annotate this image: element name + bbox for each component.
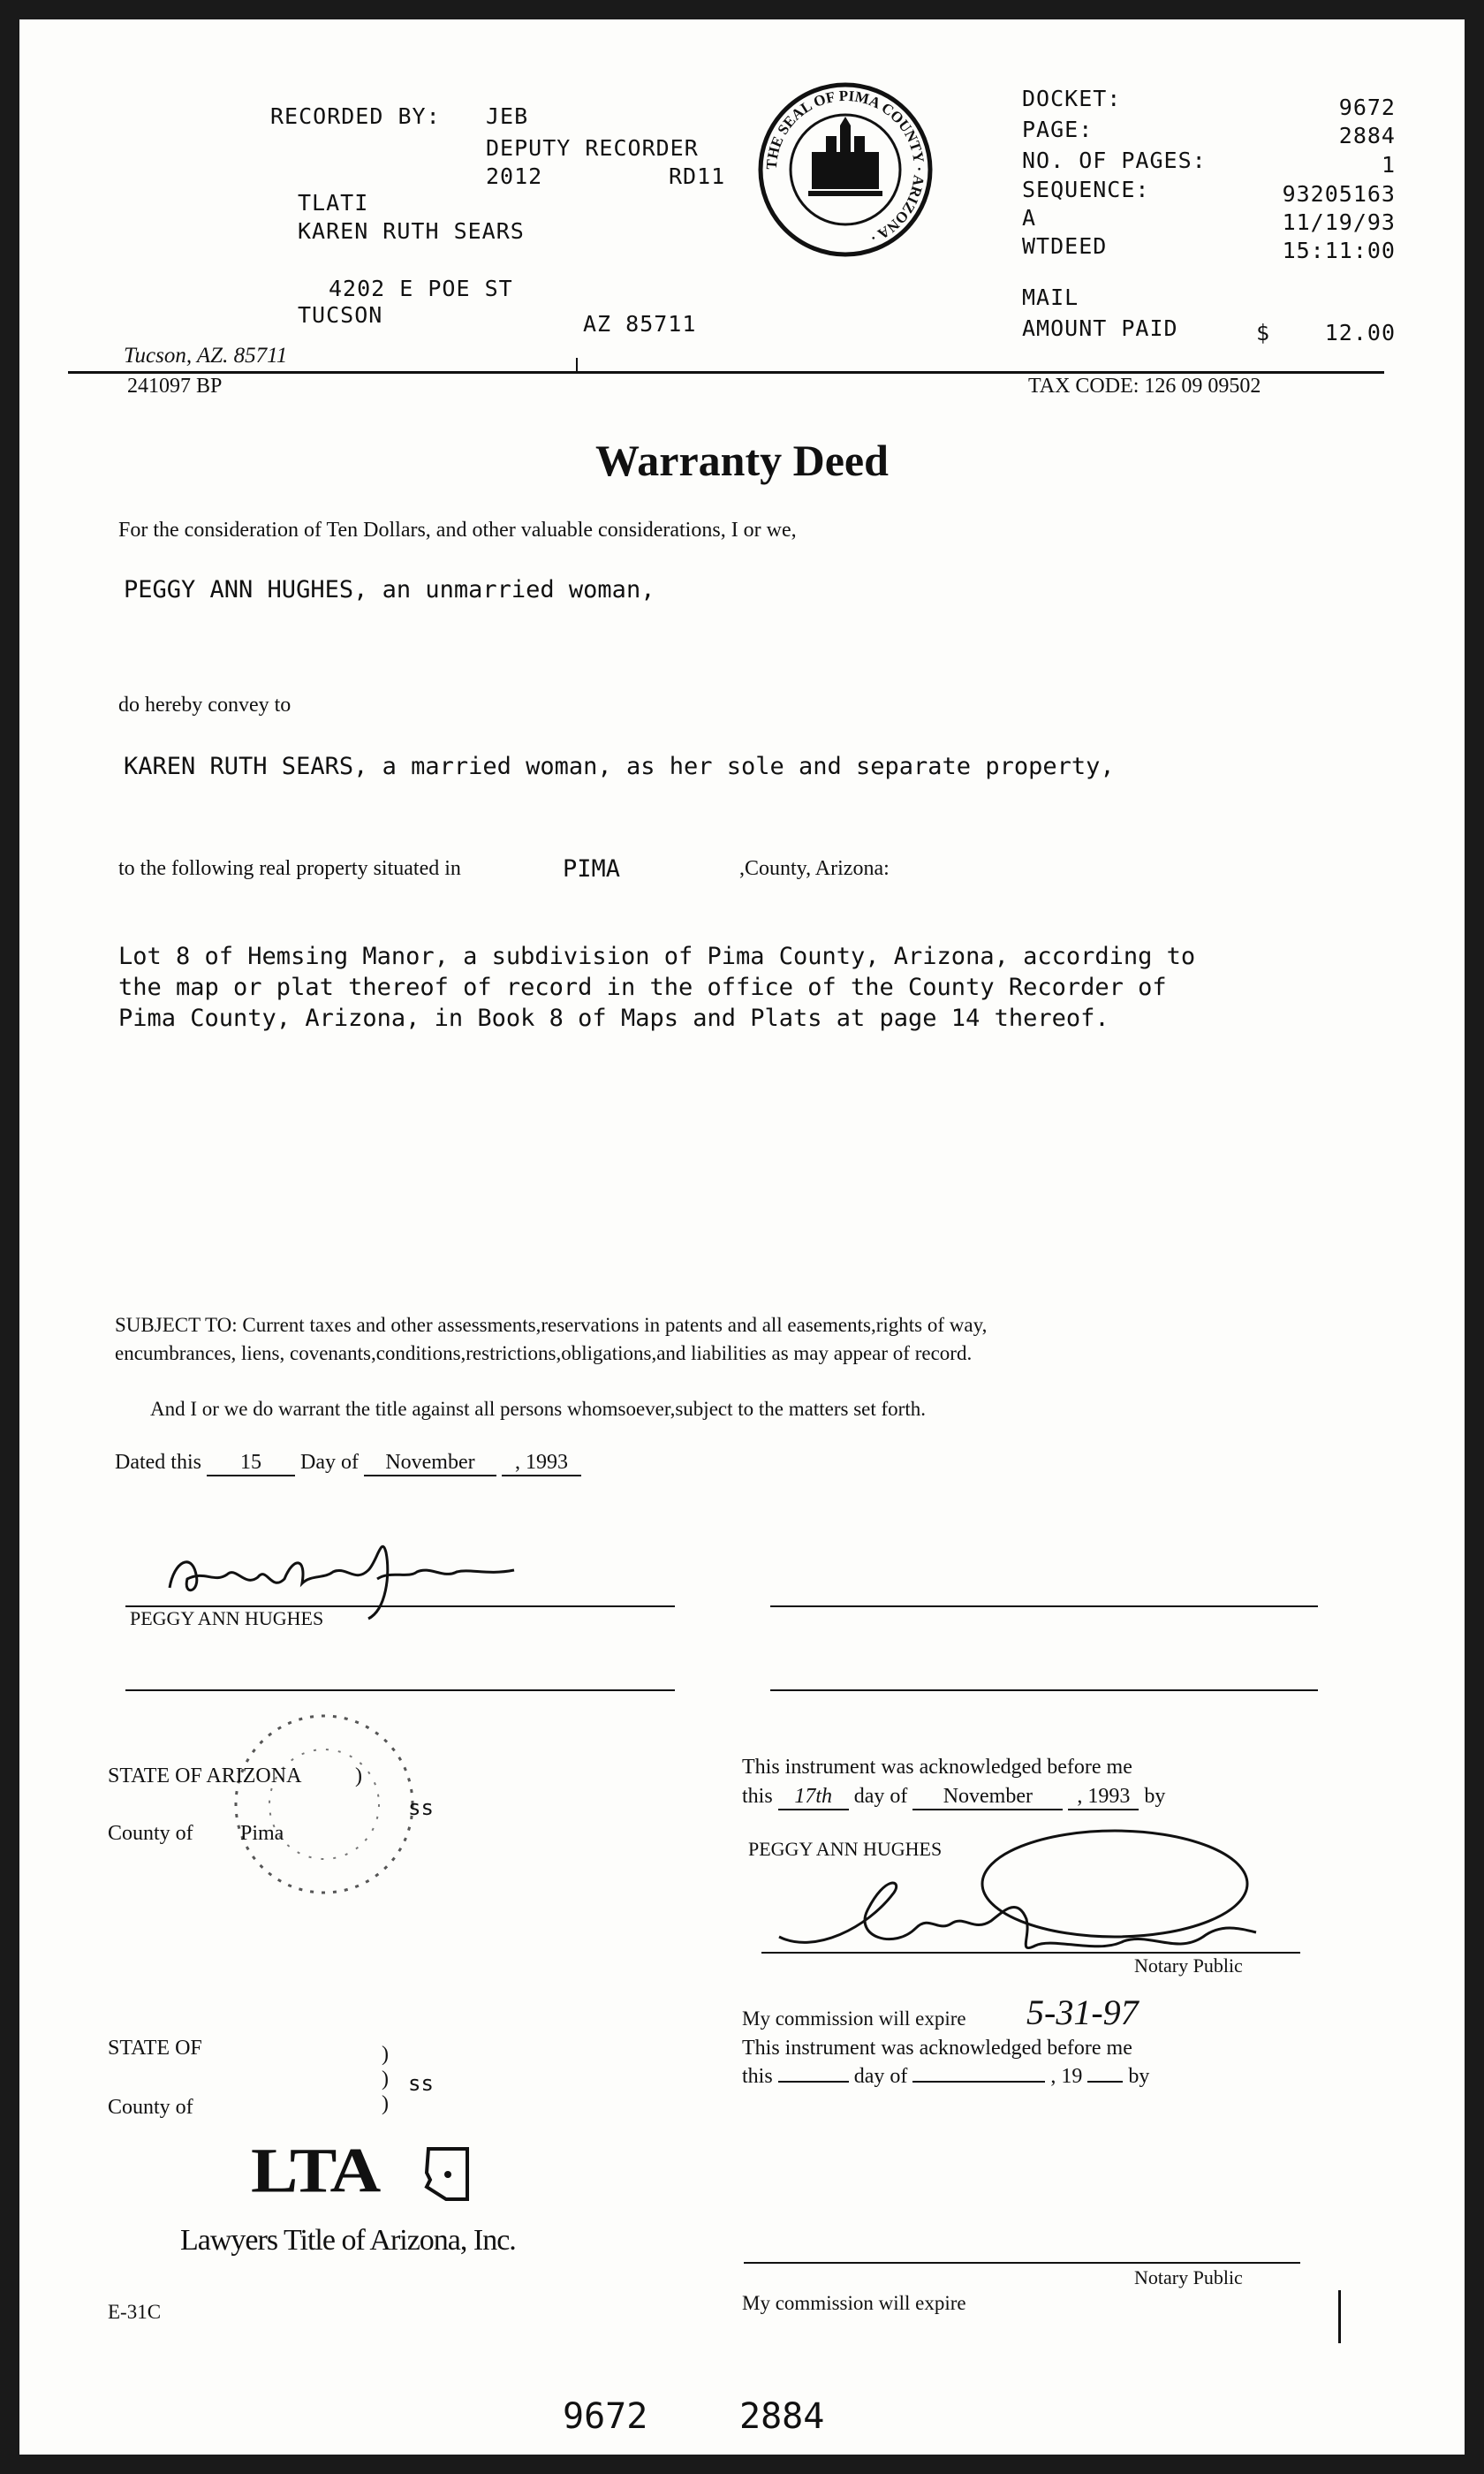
docket-label: DOCKET: xyxy=(1022,86,1122,111)
form-code: E-31C xyxy=(108,2301,162,2323)
company-logo-mark: LTA xyxy=(251,2136,380,2206)
grantor-printed-name: PEGGY ANN HUGHES xyxy=(130,1607,324,1629)
notary-signature-line xyxy=(761,1952,1300,1954)
handwritten-city: Tucson, AZ. 85711 xyxy=(124,344,288,368)
deed-type: WTDEED xyxy=(1022,233,1108,259)
deputy-recorder-label: DEPUTY RECORDER xyxy=(486,135,699,161)
notary-stamp xyxy=(209,1698,439,1910)
third-signature-line xyxy=(125,1689,675,1691)
recording-code: TLATI xyxy=(298,190,369,216)
grantee-description: KAREN RUTH SEARS, a married woman, as her sole and separate property, xyxy=(124,753,1115,780)
return-city: TUCSON xyxy=(298,302,383,328)
legal-line-3: Pima County, Arizona, in Book 8 of Maps and Plats at page 14 thereof. xyxy=(118,1005,1109,1032)
ack1-month: November xyxy=(912,1785,1063,1810)
legal-line-1: Lot 8 of Hemsing Manor, a subdivision of Pima County, Arizona, according to xyxy=(118,943,1196,970)
warrant-text: And I or we do warrant the title against all persons whomsoever,subject to the matters set forth. xyxy=(150,1398,926,1420)
recorded-by-label: RECORDED BY: xyxy=(270,103,441,129)
dated-year: , 1993 xyxy=(502,1451,581,1476)
ack2-paren-2: ) xyxy=(382,2068,389,2091)
order-number: 241097 BP xyxy=(127,375,223,398)
record-time: 15:11:00 xyxy=(1282,238,1396,263)
ack1-by: by xyxy=(1144,1785,1166,1808)
dated-month: November xyxy=(364,1451,496,1476)
footer-page: 2884 xyxy=(739,2396,825,2437)
ack1-paren-1: ) xyxy=(355,1764,362,1787)
tax-code: TAX CODE: 126 09 09502 xyxy=(1028,375,1261,398)
ack1-line-1: This instrument was acknowledged before me xyxy=(742,1756,1132,1779)
ack2-date-row xyxy=(742,2065,1149,2089)
return-to-name: KAREN RUTH SEARS xyxy=(298,218,525,244)
ack1-county: Pima xyxy=(240,1822,284,1845)
property-suffix: ,County, Arizona: xyxy=(739,857,890,880)
ack1-year: , 1993 xyxy=(1068,1785,1139,1810)
dated-row xyxy=(115,1451,581,1476)
ack2-state: STATE OF xyxy=(108,2037,202,2060)
record-date: 11/19/93 xyxy=(1282,209,1396,235)
sequence-number: 93205163 xyxy=(1282,181,1396,207)
ack2-year: , 19 xyxy=(1050,2065,1083,2088)
deputy-number: 2012 xyxy=(486,163,543,189)
legal-line-2: the map or plat thereof of record in the office of the County Recorder of xyxy=(118,974,1167,1001)
seal-text: THE SEAL OF PIMA COUNTY · ARIZONA · xyxy=(762,87,928,247)
fourth-signature-line xyxy=(770,1689,1318,1691)
arizona-map-icon xyxy=(421,2144,474,2206)
dated-day: 15 xyxy=(207,1451,295,1476)
dated-day-of: Day of xyxy=(299,1451,359,1474)
warranty-deed-page xyxy=(19,19,1465,2455)
grantor: PEGGY ANN HUGHES, an unmarried woman, xyxy=(124,576,655,603)
property-prefix: to the following real property situated in xyxy=(118,857,461,880)
ack1-county-label: County of xyxy=(108,1822,193,1845)
ack1-ss: ss xyxy=(408,1795,434,1820)
margin-mark xyxy=(1338,2290,1341,2343)
consideration-text: For the consideration of Ten Dollars, and other valuable considerations, I or we, xyxy=(118,519,797,542)
ack1-date-row xyxy=(742,1785,1165,1810)
ack2-notary-label: Notary Public xyxy=(1134,2266,1243,2288)
ack2-notary-line xyxy=(744,2262,1300,2264)
return-state-zip: AZ 85711 xyxy=(583,311,697,337)
footer-docket: 9672 xyxy=(563,2396,648,2437)
ack2-line-1: This instrument was acknowledged before me xyxy=(742,2037,1132,2060)
ack1-day: 17th xyxy=(778,1785,849,1810)
ack1-commission-label: My commission will expire xyxy=(742,2007,966,2030)
a-label: A xyxy=(1022,205,1037,231)
dollar-sign: $ xyxy=(1256,320,1271,345)
ack2-this: this xyxy=(742,2065,773,2088)
ack1-this: this xyxy=(742,1785,773,1808)
ack2-day-blank xyxy=(778,2081,849,2083)
ack2-commission-label: My commission will expire xyxy=(742,2292,966,2314)
document-title: Warranty Deed xyxy=(595,436,889,485)
ack2-day-of: day of xyxy=(853,2065,908,2088)
sequence-label: SEQUENCE: xyxy=(1022,177,1150,202)
ack1-expiration: 5-31-97 xyxy=(1026,1992,1139,2032)
return-address: 4202 E POE ST xyxy=(329,276,513,301)
divider-tick xyxy=(576,358,578,374)
ack2-county-label: County of xyxy=(108,2096,193,2119)
pages-label: NO. OF PAGES: xyxy=(1022,148,1207,173)
docket-number: 9672 xyxy=(1338,95,1396,120)
amount-paid-label: AMOUNT PAID xyxy=(1022,315,1178,341)
county-seal xyxy=(757,81,934,258)
ack2-paren-1: ) xyxy=(382,2043,389,2066)
amount-paid: 12.00 xyxy=(1324,320,1396,345)
ack1-state: STATE OF ARIZONA xyxy=(108,1764,302,1787)
pages-count: 1 xyxy=(1381,152,1396,178)
ack1-name: PEGGY ANN HUGHES xyxy=(748,1838,943,1860)
header-divider xyxy=(68,371,1384,374)
subject-to-line-1: SUBJECT TO: Current taxes and other assessments,reservations in patents and all easements,rights of way, xyxy=(115,1314,988,1336)
page-label: PAGE: xyxy=(1022,117,1094,142)
ack2-month-blank xyxy=(912,2081,1045,2083)
convey-text: do hereby convey to xyxy=(118,694,292,717)
ack1-notary-label: Notary Public xyxy=(1134,1954,1243,1977)
second-signature-line xyxy=(770,1605,1318,1607)
ack2-by: by xyxy=(1128,2065,1150,2088)
page-number: 2884 xyxy=(1338,123,1396,148)
recorded-by: JEB xyxy=(486,103,529,129)
mail-label: MAIL xyxy=(1022,285,1079,310)
ack2-year-blank xyxy=(1087,2081,1123,2083)
deputy-code: RD11 xyxy=(669,163,726,189)
ack2-paren-3: ) xyxy=(382,2092,389,2115)
dated-label: Dated this xyxy=(115,1451,201,1474)
ack2-ss: ss xyxy=(408,2071,434,2096)
ack1-day-of: day of xyxy=(853,1785,908,1808)
subject-to-line-2: encumbrances, liens, covenants,conditions,restrictions,obligations,and liabilities as may appear of record. xyxy=(115,1342,973,1364)
property-county: PIMA xyxy=(563,855,621,883)
company-name: Lawyers Title of Arizona, Inc. xyxy=(180,2224,516,2257)
